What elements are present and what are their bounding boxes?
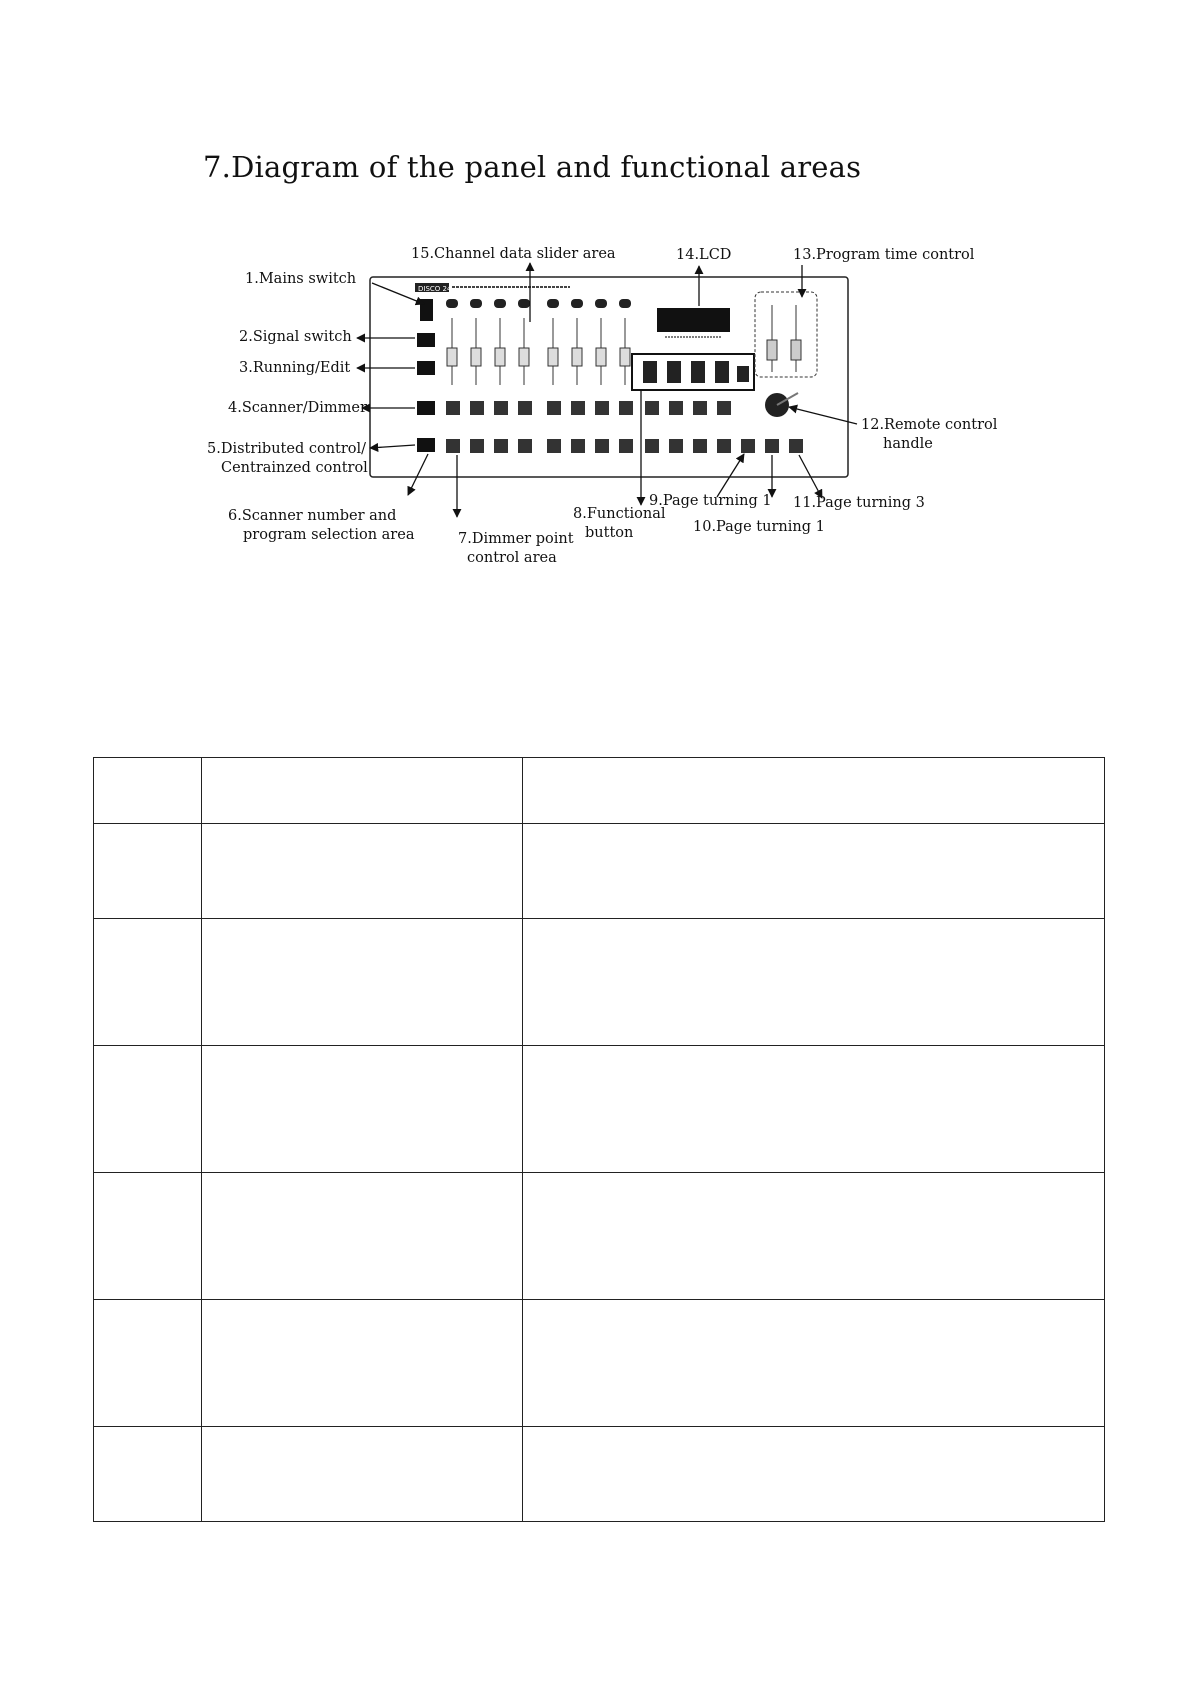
label-program-time: 13.Program time control [793,247,975,263]
label-channel-slider: 15.Channel data slider area [411,246,616,262]
table-cell [202,1046,523,1173]
label-distributed-control: 5.Distributed control/ [207,441,367,457]
running-edit-button[interactable] [417,361,435,375]
table-cell [94,1300,202,1427]
table-cell [94,824,202,919]
table-cell [94,919,202,1046]
table-cell [94,1173,202,1300]
table-cell [523,1173,1105,1300]
label-page-turning-10: 10.Page turning 1 [693,519,825,535]
label-dimmer-point: 7.Dimmer point [458,531,574,547]
section-heading: 7.Diagram of the panel and functional areas [203,150,862,184]
table-cell [94,1427,202,1522]
table-row [94,1300,1105,1427]
label-scanner-number: 6.Scanner number and [228,508,397,524]
table-row [94,1046,1105,1173]
label-signal-switch: 2.Signal switch [239,329,352,345]
table-cell [523,1427,1105,1522]
table-cell [94,1046,202,1173]
label-functional: 8.Functional [573,506,666,522]
table-cell [523,1300,1105,1427]
signal-switch[interactable] [417,333,435,347]
brand-label: DISCO 240 [418,285,456,293]
dimmer-point-buttons[interactable] [446,439,803,453]
table-row [94,1173,1105,1300]
table-cell [523,824,1105,919]
table-row [94,758,1105,824]
lcd-display [657,308,730,332]
panel-diagram [0,0,1190,600]
table-row [94,919,1105,1046]
table-cell [523,919,1105,1046]
table-cell [202,1173,523,1300]
table-row [94,824,1105,919]
blank-description-table [93,757,1105,1522]
label-lcd: 14.LCD [676,247,732,263]
label-program-selection: program selection area [243,527,415,543]
table-cell [202,1300,523,1427]
label-functional-button: button [585,525,634,541]
table-row [94,1427,1105,1522]
label-centralized-control: Centrainzed control [221,460,368,476]
table-cell [523,1046,1105,1173]
label-remote-control: 12.Remote control [861,417,998,433]
table-cell [202,1427,523,1522]
table-cell [523,758,1105,824]
mains-switch[interactable] [420,299,433,321]
label-running-edit: 3.Running/Edit [239,360,351,376]
distributed-control-button[interactable] [417,438,435,452]
table-cell [202,758,523,824]
label-handle: handle [883,436,933,452]
table-cell [94,758,202,824]
label-dimmer-control-area: control area [467,550,557,566]
label-page-turning-1: 9.Page turning 1 [649,493,772,509]
table-cell [202,919,523,1046]
label-scanner-dimmer: 4.Scanner/Dimmer [228,400,367,416]
label-mains-switch: 1.Mains switch [245,271,357,287]
label-page-turning-3: 11.Page turning 3 [793,495,925,511]
table-cell [202,824,523,919]
scanner-dimmer-button[interactable] [417,401,435,415]
